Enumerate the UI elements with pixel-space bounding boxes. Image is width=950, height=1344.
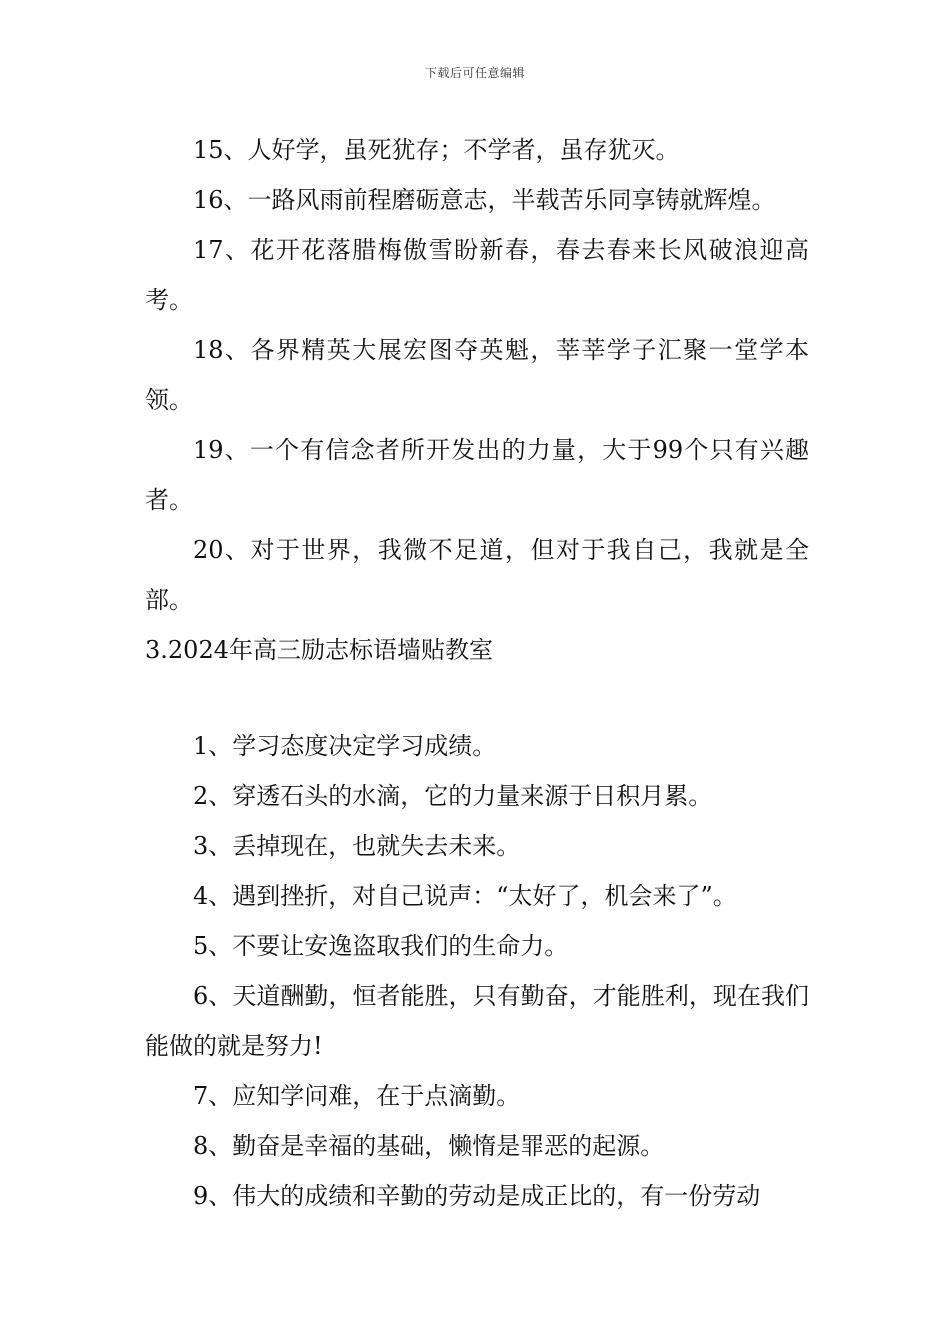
list-item: 2、穿透石头的水滴，它的力量来源于日积月累。 xyxy=(193,782,713,810)
list-item: 8、勤奋是幸福的基础，懒惰是罪恶的起源。 xyxy=(193,1132,665,1160)
list-item: 20、对于世界，我微不足道，但对于我自己，我就是全部。 xyxy=(145,536,809,614)
list-item: 17、花开花落腊梅傲雪盼新春，春去春来长风破浪迎高考。 xyxy=(145,236,809,314)
list-item: 3、丢掉现在，也就失去未来。 xyxy=(193,832,521,860)
list-item: 6、天道酬勤，恒者能胜，只有勤奋，才能胜利，现在我们能做的就是努力! xyxy=(145,982,809,1060)
section-heading: 3.2024年高三励志标语墙贴教室 xyxy=(145,636,493,664)
list-item: 15、人好学，虽死犹存；不学者，虽存犹灭。 xyxy=(193,136,680,164)
document-body xyxy=(145,125,809,1221)
list-item: 1、学习态度决定学习成绩。 xyxy=(193,732,497,760)
list-item: 16、一路风雨前程磨砺意志，半载苦乐同享铸就辉煌。 xyxy=(193,186,776,214)
list-item: 7、应知学问难，在于点滴勤。 xyxy=(193,1082,521,1110)
list-item: 19、一个有信念者所开发出的力量，大于99个只有兴趣者。 xyxy=(145,436,809,514)
list-item: 4、遇到挫折，对自己说声：“太好了，机会来了”。 xyxy=(193,882,737,910)
spacer xyxy=(145,675,809,721)
list-item: 9、伟大的成绩和辛勤的劳动是成正比的，有一份劳动 xyxy=(193,1182,761,1210)
list-item: 18、各界精英大展宏图夺英魁，莘莘学子汇聚一堂学本领。 xyxy=(145,336,809,414)
page-header: 下载后可任意编辑 xyxy=(424,66,525,80)
list-item: 5、不要让安逸盗取我们的生命力。 xyxy=(193,932,569,960)
